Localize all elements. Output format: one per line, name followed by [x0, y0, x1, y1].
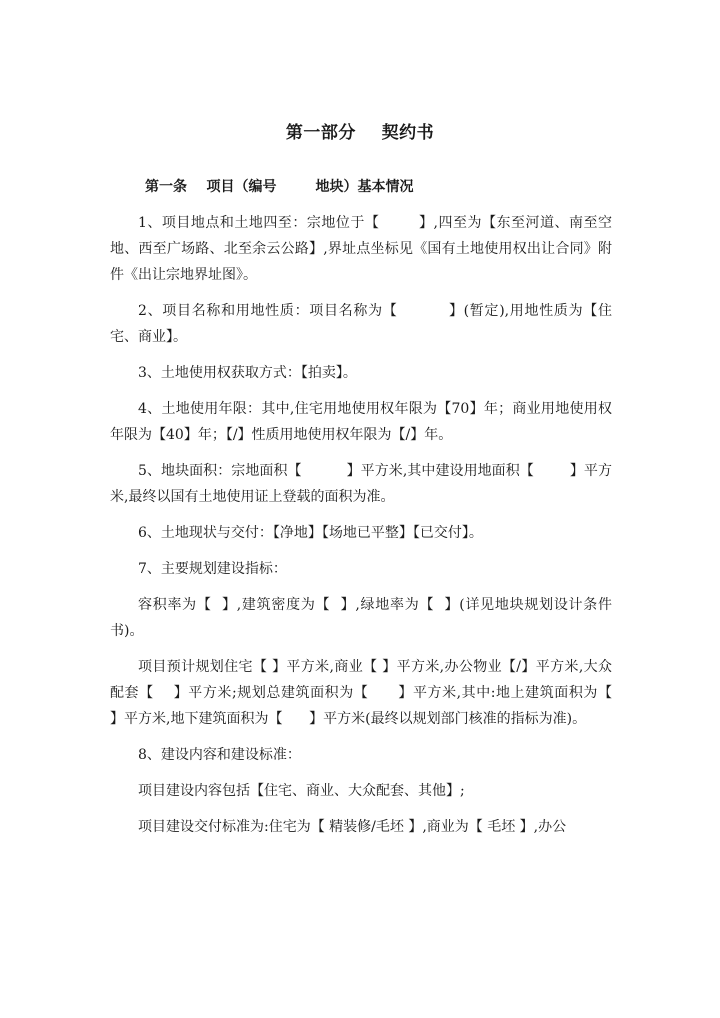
paragraph-location: 1、项目地点和土地四至：宗地位于【 】,四至为【东至河道、南至空地、西至广场路、北至余云公路】,界址点坐标见《国有土地使用权出让合同》附件《出让宗地界址图》。 — [110, 215, 612, 283]
paragraph-construction-heading: 8、建设内容和建设标准： — [138, 747, 301, 763]
part-title: 第一部分 契约书 — [285, 123, 435, 143]
paragraph-delivery-standard: 项目建设交付标准为:住宅为【 精装修/毛坯 】,商业为【 毛坯 】,办公 — [138, 819, 567, 835]
paragraph-planning-heading: 7、主要规划建设指标： — [138, 561, 287, 577]
document-body — [110, 210, 639, 850]
paragraph-term: 4、土地使用年限：其中,住宅用地使用权年限为【70】年；商业用地使用权年限为【40】年；【/】性质用地使用权年限为【/】年。 — [110, 401, 612, 443]
paragraph-planned-areas: 项目预计规划住宅【 】平方米,商业【 】平方米,办公物业【/】平方米,大众配套【 】平方米;规划总建筑面积为【 】平方米,其中:地上建筑面积为【 】平方米,地下建筑面积为【 】平方米(最终以规划部门核准的指标为准)。 — [110, 659, 639, 727]
paragraph-construction-content: 项目建设内容包括【住宅、商业、大众配套、其他】; — [138, 783, 465, 799]
paragraph-land-status: 6、土地现状与交付：【净地】【场地已平整】【已交付】。 — [138, 525, 483, 541]
paragraph-ratios: 容积率为【 】,建筑密度为【 】,绿地率为【 】(详见地块规划设计条件书)。 — [110, 597, 612, 639]
paragraph-project-name: 2、项目名称和用地性质：项目名称为【 】(暂定),用地性质为【住宅、商业】。 — [110, 303, 612, 345]
article-title: 第一条 项目（编号 地块）基本情况 — [145, 179, 414, 195]
paragraph-area: 5、地块面积：宗地面积【 】平方米,其中建设用地面积【 】平方米,最终以国有土地使用证上登载的面积为准。 — [110, 463, 612, 505]
paragraph-acquisition: 3、土地使用权获取方式：【拍卖】。 — [138, 365, 357, 381]
